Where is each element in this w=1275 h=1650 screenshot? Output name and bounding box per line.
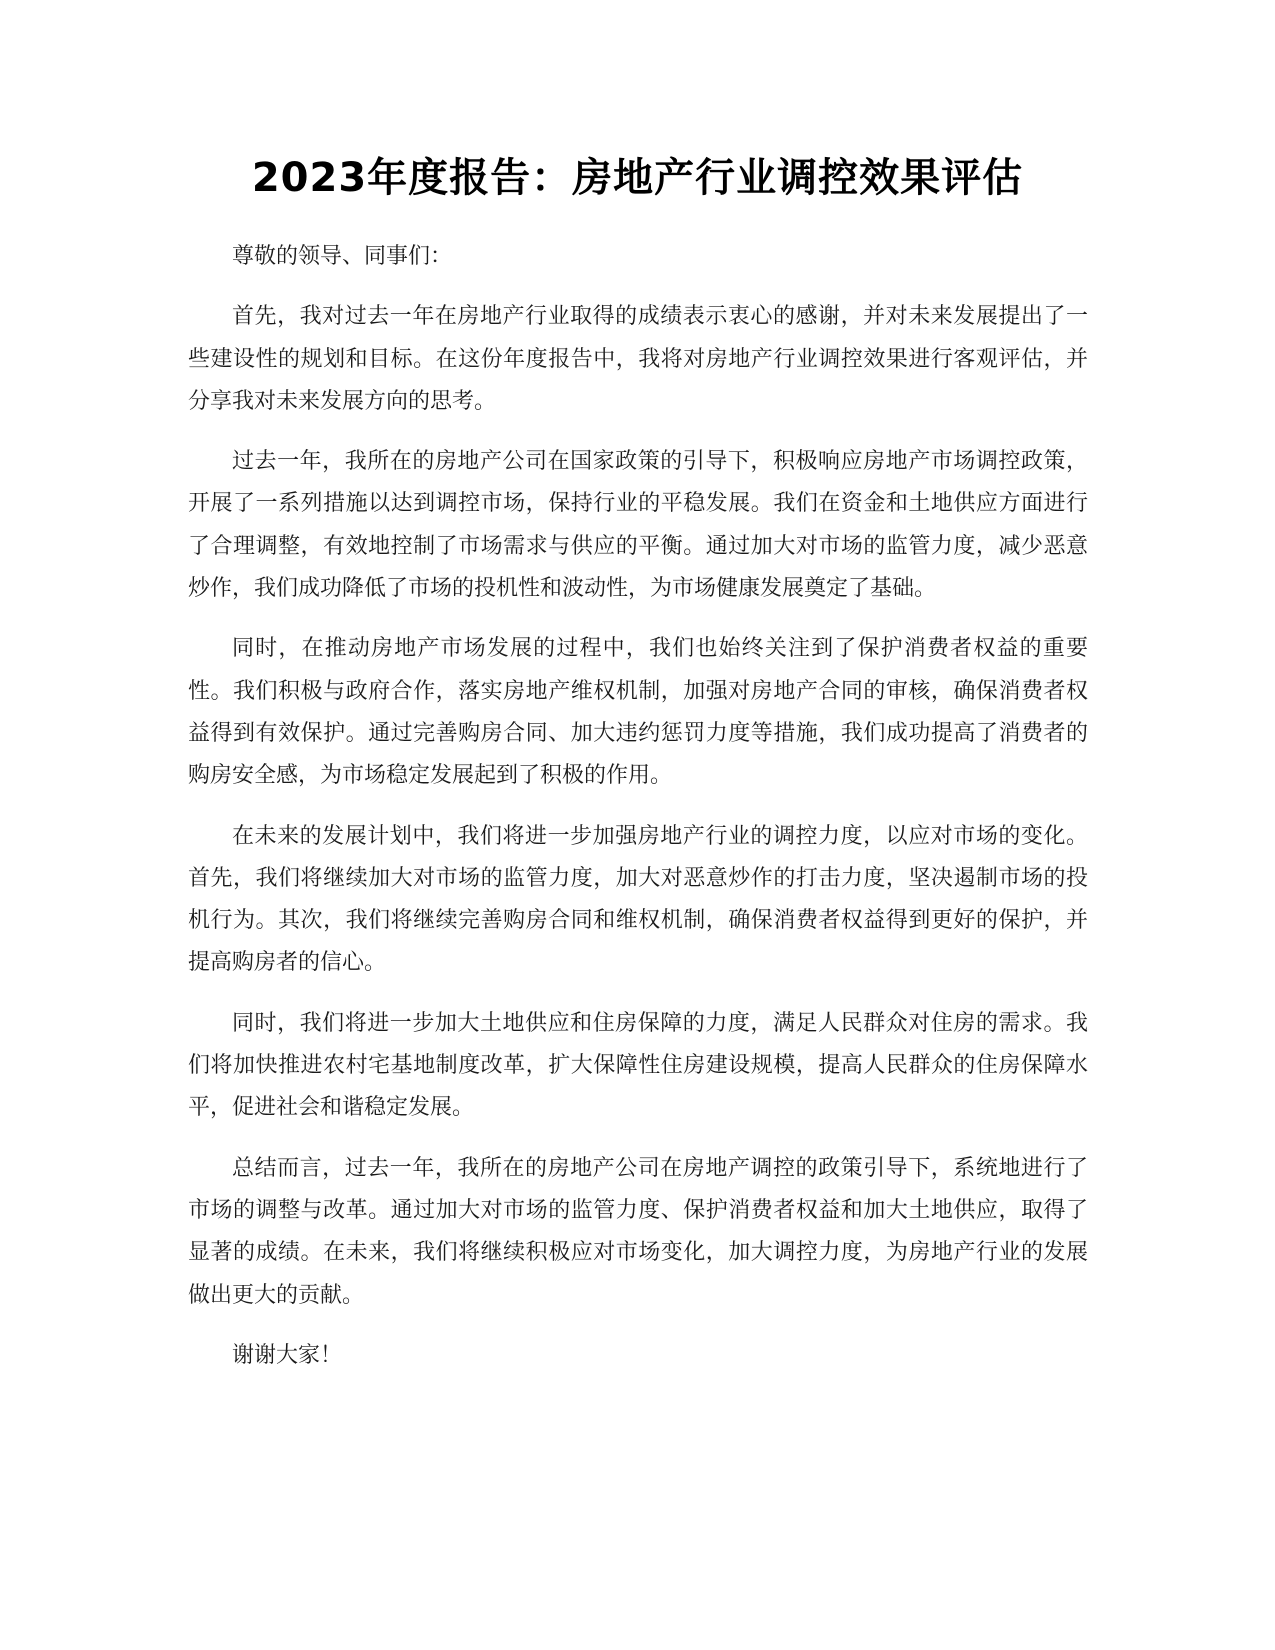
paragraph-salutation: 尊敬的领导、同事们： [232,244,453,269]
paragraph-summary: 总结而言，过去一年，我所在的房地产公司在房地产调控的政策引导下，系统地进行了市场的调整与改革。通过加大对市场的监管力度、保护消费者权益和加大土地供应，取得了显著的成绩。在未来，我们将继续积极应对市场变化，加大调控力度，为房地产行业的发展做出更大的贡献。 [188,1155,1088,1308]
paragraph-future-plan: 在未来的发展计划中，我们将进一步加强房地产行业的调控力度，以应对市场的变化。首先，我们将继续加大对市场的监管力度，加大对恶意炒作的打击力度，坚决遏制市场的投机行为。其次，我们将继续完善购房合同和维权机制，确保消费者权益得到更好的保护，并提高购房者的信心。 [188,823,1088,976]
document-title: 2023年度报告：房地产行业调控效果评估 [251,155,1024,201]
paragraph-closing: 谢谢大家！ [232,1342,343,1368]
paragraph-housing-supply: 同时，我们将进一步加大土地供应和住房保障的力度，满足人民群众对住房的需求。我们将加快推进农村宅基地制度改革，扩大保障性住房建设规模，提高人民群众的住房保障水平，促进社会和谐稳定发展。 [188,1010,1088,1121]
paragraph-intro: 首先，我对过去一年在房地产行业取得的成绩表示衷心的感谢，并对未来发展提出了一些建设性的规划和目标。在这份年度报告中，我将对房地产行业调控效果进行客观评估，并分享我对未来发展方向的思考。 [188,304,1088,414]
paragraph-consumer-rights: 同时，在推动房地产市场发展的过程中，我们也始终关注到了保护消费者权益的重要性。我们积极与政府合作，落实房地产维权机制，加强对房地产合同的审核，确保消费者权益得到有效保护。通过完善购房合同、加大违约惩罚力度等措施，我们成功提高了消费者的购房安全感，为市场稳定发展起到了积极的作用。 [188,636,1088,789]
document-body [188,236,1088,1395]
paragraph-past-year: 过去一年，我所在的房地产公司在国家政策的引导下，积极响应房地产市场调控政策，开展了一系列措施以达到调控市场，保持行业的平稳发展。我们在资金和土地供应方面进行了合理调整，有效地控制了市场需求与供应的平衡。通过加大对市场的监管力度，减少恶意炒作，我们成功降低了市场的投机性和波动性，为市场健康发展奠定了基础。 [188,449,1088,602]
